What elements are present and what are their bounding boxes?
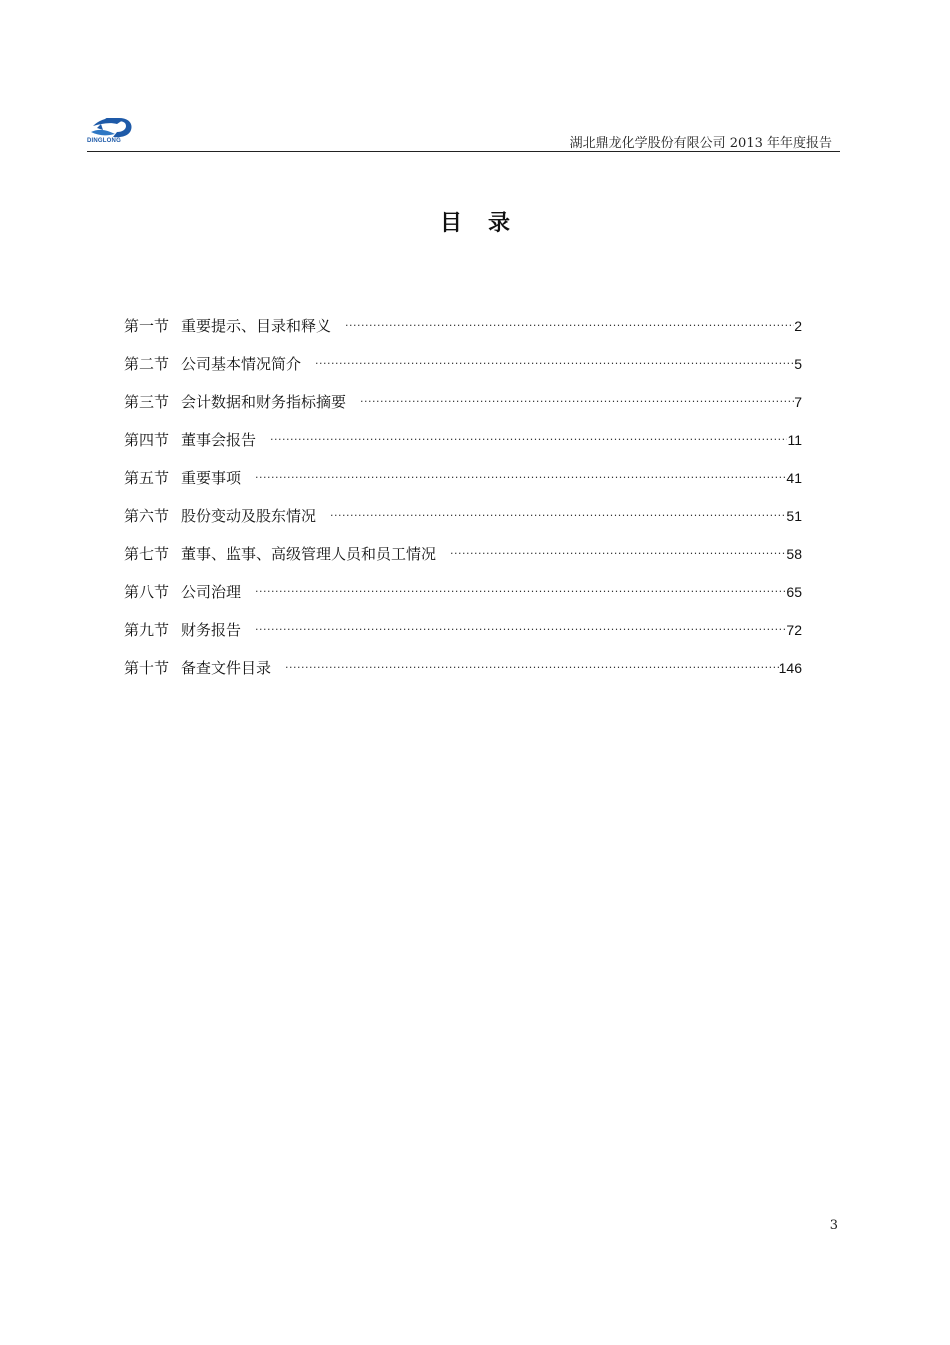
toc-page-number: 58: [786, 546, 802, 562]
toc-leader-dots: [255, 468, 786, 488]
toc-page-number: 41: [786, 470, 802, 486]
toc-item[interactable]: [124, 506, 802, 544]
toc-section-title: 财务报告: [181, 621, 242, 639]
toc-leader-dots: [255, 620, 786, 640]
toc-item[interactable]: [124, 354, 802, 392]
toc-page-number: 65: [786, 584, 802, 600]
page-header: [87, 112, 840, 152]
toc-section-number: 第七节: [124, 545, 170, 563]
toc-item[interactable]: [124, 430, 802, 468]
toc-section-number: 第六节: [124, 507, 170, 525]
toc-leader-dots: [255, 582, 786, 602]
toc-leader-dots: [330, 506, 786, 526]
toc-section-title: 备查文件目录: [181, 659, 272, 677]
toc-leader-dots: [345, 316, 794, 336]
toc-leader-dots: [360, 392, 794, 412]
toc-item[interactable]: [124, 316, 802, 354]
toc-leader-dots: [285, 658, 779, 678]
toc-page-number: 51: [786, 508, 802, 524]
toc-section-number: 第四节: [124, 431, 170, 449]
toc-leader-dots: [450, 544, 786, 564]
toc-page-number: 11: [787, 432, 802, 448]
toc-page-number: 146: [778, 660, 802, 676]
toc-leader-dots: [315, 354, 794, 374]
toc-item[interactable]: [124, 620, 802, 658]
toc-list: [124, 316, 802, 696]
toc-section-title: 重要提示、目录和释义: [181, 317, 332, 335]
page-number: 3: [829, 1218, 838, 1233]
toc-section-number: 第五节: [124, 469, 170, 487]
toc-heading: 目录: [439, 210, 536, 236]
toc-page-number: 2: [794, 318, 802, 334]
toc-item[interactable]: [124, 582, 802, 620]
toc-section-number: 第二节: [124, 355, 170, 373]
toc-section-number: 第三节: [124, 393, 170, 411]
logo-wordmark: DINGLONG: [87, 138, 121, 144]
toc-item[interactable]: [124, 468, 802, 506]
toc-section-number: 第十节: [124, 659, 170, 677]
toc-page-number: 7: [794, 394, 802, 410]
toc-item[interactable]: [124, 392, 802, 430]
toc-leader-dots: [270, 430, 787, 450]
toc-section-title: 会计数据和财务指标摘要: [181, 393, 347, 411]
toc-item[interactable]: [124, 658, 802, 696]
toc-section-number: 第一节: [124, 317, 170, 335]
header-divider: [87, 151, 840, 152]
company-logo: [87, 112, 139, 148]
toc-page-number: 5: [794, 356, 802, 372]
toc-section-title: 重要事项: [181, 469, 242, 487]
toc-section-number: 第九节: [124, 621, 170, 639]
toc-item[interactable]: [124, 544, 802, 582]
toc-section-number: 第八节: [124, 583, 170, 601]
toc-section-title: 股份变动及股东情况: [181, 507, 317, 525]
toc-section-title: 董事、监事、高级管理人员和员工情况: [181, 545, 437, 563]
report-title: 湖北鼎龙化学股份有限公司 2013 年年度报告: [569, 136, 832, 151]
toc-page-number: 72: [786, 622, 802, 638]
toc-section-title: 公司治理: [181, 583, 242, 601]
toc-section-title: 公司基本情况简介: [181, 355, 302, 373]
toc-section-title: 董事会报告: [181, 431, 257, 449]
